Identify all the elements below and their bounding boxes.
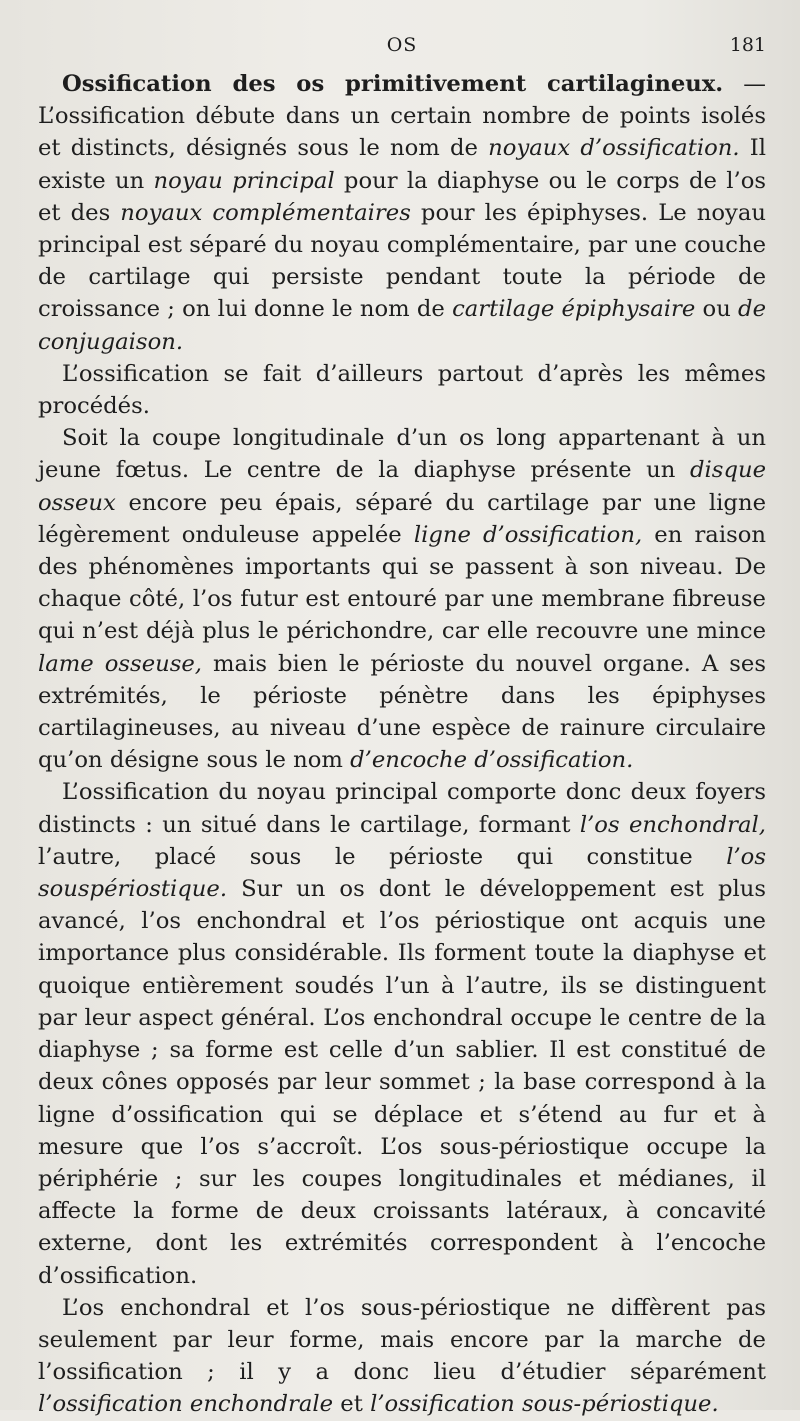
- text-run: l’autre, placé sous le périoste qui constitue: [38, 843, 727, 870]
- text-run: mais bien le périoste du nouvel organe. A ses extrémités, le périoste pénètre dans les épiphyses cartilagineuses, au niveau d’une espèce de rainure circulaire qu’on désigne sous le nom: [38, 650, 766, 774]
- text-run: — L’ossification débute dans un certain nombre de points isolés et distincts, désignés sous le nom de: [38, 71, 766, 162]
- text-run: L’ossification du noyau principal comporte donc deux foyers distincts : un situé dans le cartilage, formant: [38, 779, 766, 838]
- paragraph-enchondral-periostique: [38, 1292, 766, 1421]
- text-run: et: [333, 1391, 371, 1418]
- italic-term: noyaux d’ossification.: [488, 135, 740, 162]
- text-run: encore peu épais, séparé du cartilage par une ligne légèrement onduleuse appelée: [38, 489, 766, 548]
- running-head: OS: [386, 34, 418, 56]
- italic-term: l’ossification enchondrale: [38, 1391, 334, 1418]
- text-run: Sur un os dont le développement est plus avancé, l’os enchondral et l’os périostique ont acquis une importance plus considérable. Ils forment toute la diaphyse et quoique entièrement soudés l’un à l’autre, ils se distinguent par leur aspect général. L’os enchondral occupe le centre de la diaphyse ; sa forme est celle d’un sablier. Il est constitué de deux cônes opposés par leur sommet ; la base correspond à la ligne d’ossification qui se déplace et s’étend au fur et à mesure que l’os s’accroît. L’os sous-périostique occupe la périphérie ; sur les coupes longitudinales et médianes, il affecte la forme de deux croissants latéraux, à concavité externe, dont les extrémités correspondent à l’encoche d’ossification.: [38, 876, 766, 1289]
- paragraph-procedes: [38, 358, 766, 422]
- italic-term: noyau principal: [153, 167, 335, 194]
- text-run: L’ossification se fait d’ailleurs partout d’après les mêmes procédés.: [38, 360, 766, 420]
- page-body: [38, 68, 766, 1421]
- italic-term: l’os souspériostique.: [38, 843, 766, 903]
- paragraph-coupe-longitudinale: [38, 422, 766, 776]
- italic-term: l’os enchondral,: [579, 811, 766, 838]
- text-run: Il existe un: [38, 135, 767, 194]
- italic-term: disque osseux: [38, 457, 766, 516]
- italic-term: ligne d’ossification,: [413, 521, 643, 548]
- text-run: ou: [695, 296, 739, 323]
- page-header: [38, 34, 766, 62]
- italic-term: l’ossification sous-périostique.: [370, 1391, 719, 1418]
- italic-term: d’encoche d’ossification.: [350, 747, 634, 774]
- page-number: 181: [729, 34, 766, 56]
- italic-term: cartilage épiphysaire: [452, 296, 696, 323]
- text-run: Soit la coupe longitudinale d’un os long appartenant à un jeune fœtus. Le centre de la diaphyse présente un: [38, 425, 766, 484]
- text-run: en raison des phénomènes importants qui se passent à son niveau. De chaque côté, l’os futur est entouré par une membrane fibreuse qui n’est déjà plus le périchondre, car elle recouvre une mince: [38, 521, 766, 645]
- italic-term: noyaux complémentaires: [120, 199, 411, 226]
- italic-term: de conjugaison.: [38, 296, 766, 355]
- text-run: pour les épiphyses. Le noyau principal est séparé du noyau complémentaire, par une couche de cartilage qui persiste pendant toute la période de croissance ; on lui donne le nom de: [38, 199, 766, 323]
- italic-term: lame osseuse,: [38, 650, 203, 677]
- text-run: pour la diaphyse ou le corps de l’os et des: [38, 167, 766, 226]
- text-run: L’os enchondral et l’os sous-périostique ne diffèrent pas seulement par leur forme, mais encore par la marche de l’ossification ; il y a donc lieu d’étudier séparément: [38, 1294, 766, 1386]
- paragraph-ossification-intro: [38, 68, 766, 358]
- paragraph-noyau-principal: [38, 776, 766, 1291]
- section-heading: Ossification des os primitivement cartilagineux.: [62, 71, 724, 97]
